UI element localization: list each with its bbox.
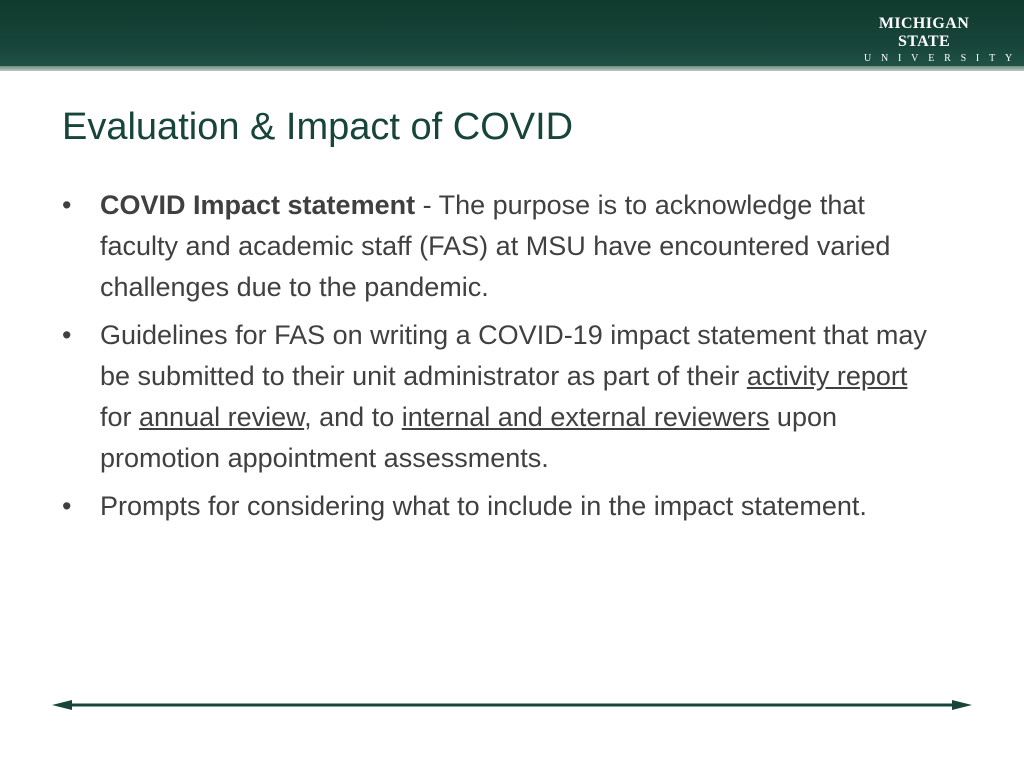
bullet-icon: •: [62, 190, 72, 220]
bullet-text: upon promotion appointment assessments.: [100, 402, 837, 473]
reviewers-link[interactable]: internal and external reviewers: [401, 402, 770, 432]
slide-title: Evaluation & Impact of COVID: [62, 106, 574, 148]
logo-wordmark-line2: UNIVERSITY: [864, 53, 1022, 64]
bullet-item-prompts: [62, 486, 942, 527]
bullet-list: [62, 185, 942, 534]
annual-review-link[interactable]: annual review: [139, 402, 305, 432]
bullet-text: Guidelines for FAS on writing a COVID-19 impact statement that may be submitted to their unit administrator as part of their: [100, 320, 927, 391]
bottom-divider: [52, 696, 972, 714]
bullet-text: , and to: [304, 402, 402, 432]
activity-report-link[interactable]: activity report: [746, 361, 908, 391]
bullet-text: - The purpose is to acknowledge that faculty and academic staff (FAS) at MSU have encountered varied challenges due to the pandemic.: [100, 190, 891, 302]
msu-logo: [858, 15, 1022, 65]
bullet-text: Prompts for considering what to include in the impact statement.: [100, 491, 867, 521]
bullet-text: for: [100, 402, 140, 432]
bullet-icon: •: [62, 320, 72, 350]
logo-wordmark-line1: MICHIGAN STATE: [878, 15, 970, 50]
bullet-bold-label: COVID Impact statement: [100, 190, 416, 220]
left-arrow-icon: [52, 700, 72, 710]
bullet-item-impact-statement: [62, 185, 942, 308]
bullet-icon: •: [62, 491, 72, 521]
header-stripe: [0, 66, 1024, 71]
right-arrow-icon: [952, 700, 972, 710]
bullet-item-guidelines: [62, 315, 942, 479]
